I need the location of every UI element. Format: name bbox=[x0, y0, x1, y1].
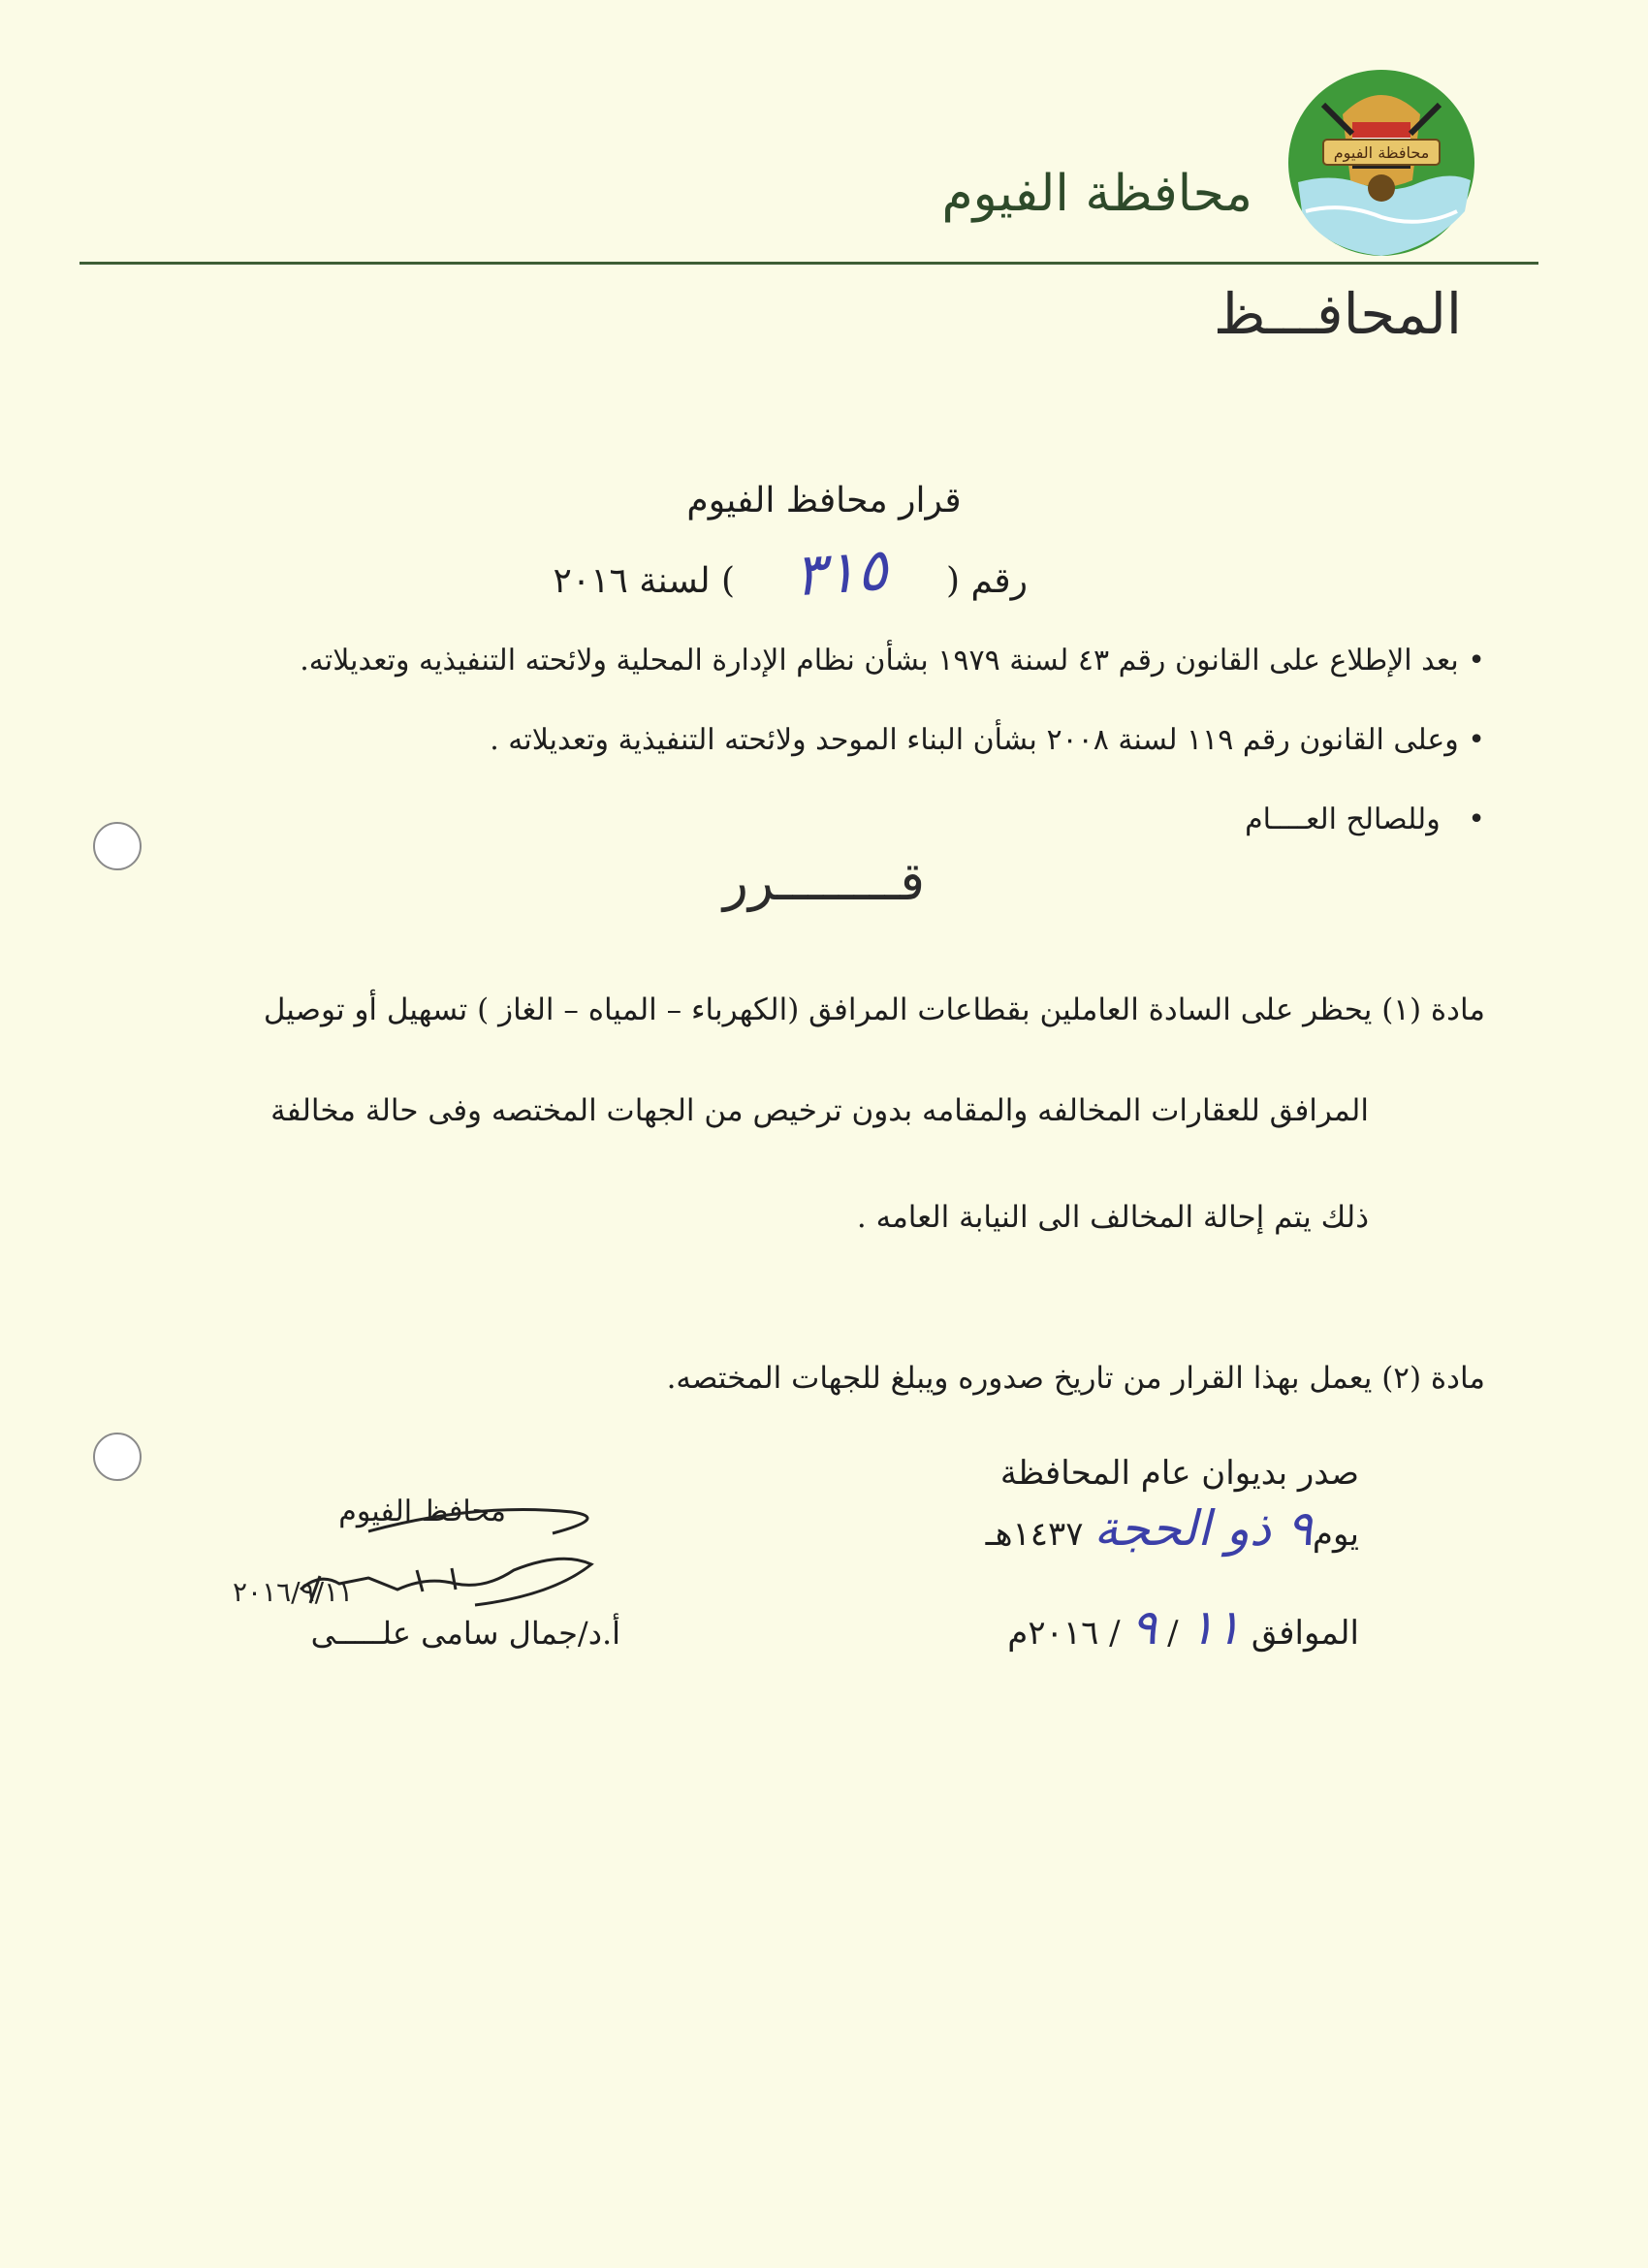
handwritten-day: ١١ bbox=[1188, 1599, 1242, 1655]
article-2: مادة (٢) يعمل بهذا القرار من تاريخ صدوره ويبلغ للجهات المختصه. bbox=[666, 1361, 1485, 1396]
governorate-name: محافظة الفيوم bbox=[941, 165, 1252, 223]
recital-1: • بعد الإطلاع على القانون رقم ٤٣ لسنة ١٩٧٩ بشأن نظام الإدارة المحلية ولائحته التنفيذيه وتعديلاته. bbox=[300, 644, 1485, 677]
signatory-name: أ.د/جمال سامى علـــــى bbox=[310, 1615, 620, 1652]
hijri-date-line bbox=[986, 1500, 1359, 1557]
equivalent-label: الموافق bbox=[1251, 1614, 1359, 1653]
article-1-line-1: مادة (١) يحظر على السادة العاملين بقطاعات المرافق (الكهرباء – المياه – الغاز ) تسهيل أو توصيل bbox=[263, 992, 1485, 1027]
punch-hole bbox=[93, 1433, 142, 1481]
emblem-text: محافظة الفيوم bbox=[1333, 143, 1430, 162]
decision-year: ) لسنة ٢٠١٦ bbox=[553, 561, 736, 601]
hijri-year: ١٤٣٧هـ bbox=[985, 1515, 1084, 1554]
signature-date: ٢٠١٦/٩/١١ bbox=[233, 1576, 354, 1608]
governorate-emblem-logo bbox=[1284, 66, 1478, 260]
article-1-line-2: المرافق للعقارات المخالفه والمقامه بدون ترخيص من الجهات المختصه وفى حالة مخالفة bbox=[270, 1093, 1369, 1128]
office-title: المحافـــظ bbox=[1213, 281, 1462, 347]
decision-title: قرار محافظ الفيوم bbox=[686, 481, 962, 520]
punch-hole bbox=[93, 822, 142, 870]
recital-2: • وعلى القانون رقم ١١٩ لسنة ٢٠٠٨ بشأن البناء الموحد ولائحته التنفيذية وتعديلاته . bbox=[490, 723, 1485, 757]
decree-heading: قــــــــرر bbox=[722, 851, 926, 912]
decision-number-line bbox=[553, 535, 1028, 611]
issued-at-line: صدر بديوان عام المحافظة bbox=[999, 1454, 1359, 1493]
header-divider bbox=[79, 262, 1538, 265]
handwritten-month: ٩ bbox=[1130, 1599, 1157, 1655]
signatory-title: محافظ الفيوم bbox=[338, 1495, 506, 1528]
handwritten-decision-number: ٣١٥ bbox=[791, 535, 890, 611]
handwritten-hijri-date: ٩ ذو الحجة bbox=[1093, 1500, 1313, 1557]
article-1-line-3: ذلك يتم إحالة المخالف الى النيابة العامه . bbox=[856, 1200, 1369, 1235]
recital-3: • وللصالح العــــام bbox=[1245, 803, 1485, 836]
number-prefix: رقم ( bbox=[945, 561, 1028, 601]
gregorian-year: / ٢٠١٦م bbox=[1007, 1614, 1121, 1653]
day-label: يوم bbox=[1312, 1515, 1359, 1554]
gregorian-date-line: الموافق ١١ / ٩ / ٢٠١٦م bbox=[1007, 1599, 1359, 1655]
